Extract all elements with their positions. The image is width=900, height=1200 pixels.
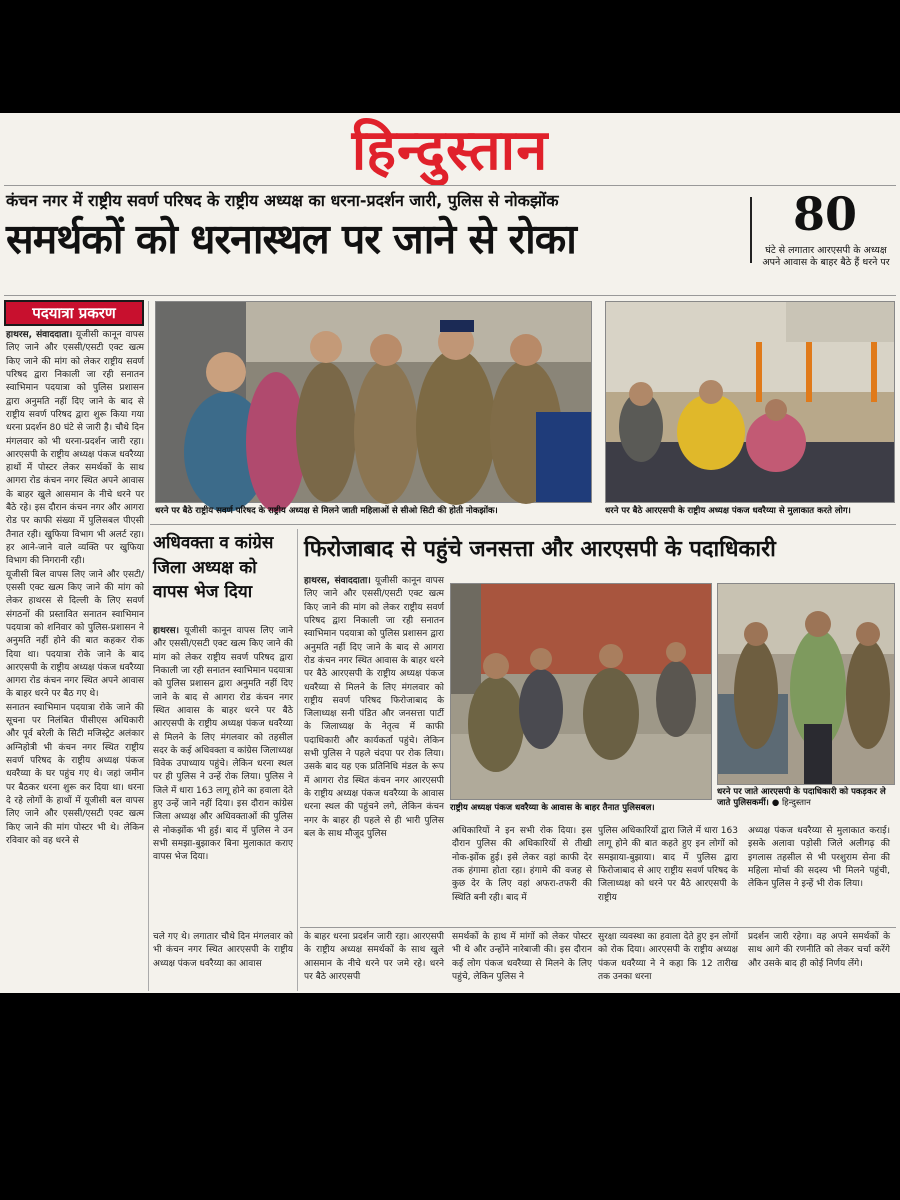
photo-caption-4-text: धरने पर जाते आरएसपी के पदाधिकारी को पकड़कर ले जाते पुलिसकर्मी। (717, 787, 886, 809)
masthead-rule (4, 185, 896, 186)
left-body-2: यूजीसी बिल वापस लिए जाने और एसटी/एससी एक्ट खत्म किए जाने की मांग को लेकर हाथरस से दिल्ली के लिए सवर्ण संगठनों की प्रस्तावित सनातन स्वाभिमान पदयात्रा को शनिवार को पुलिस-प्रशासन ने अनुमति नहीं होने की बात कहकर रोक दिया था। पदयात्रा रोके जाने के बाद आरएसपी के राष्ट्रीय अध्यक्ष पंकज धवरैय्या आगरा रोड कंचन नगर स्थित अपने आवास के बाहर धरने पर बैठ गए थे। (6, 569, 144, 700)
story-separator (297, 529, 298, 991)
photo-caption-2: धरने पर बैठे आरएसपी के राष्ट्रीय अध्यक्ष पंकज धवरैय्या से मुलाकात करते लोग। (605, 506, 851, 516)
story2-tail: चले गए थे। लगातार चौथे दिन मंगलवार को भी कंचन नगर स्थित आरएसपी के राष्ट्रीय अध्यक्ष पंकज धवरैय्या का आवास (153, 932, 293, 969)
story3-col2: अधिकारियों ने इन सभी रोक दिया। इस दौरान पुलिस की अधिकारियों से तीखी नोक-झोंक हुई। इसे लेकर वहां काफी देर तक हंगामा होता रहा। हंगामे की वजह से कुछ देर के लिए वहां अफरा-तफरी की स्थिति बनी रही। बाद में (452, 826, 592, 903)
story3-col3: पुलिस अधिकारियों द्वारा जिले में धारा 163 लागू होने की बात कहते हुए इन लोगों को समझाया-बुझाया। बाद में पुलिस द्वारा फिरोजाबाद से आए राष्ट्रीय सवर्ण परिषद के जिलाध्यक्ष को धरने पर बैठे आरएसपी के राष्ट्रीय (598, 826, 738, 903)
left-body: यूजीसी कानून वापस लिए जाने और एससी/एसटी एक्ट खत्म किए जाने की मांग को लेकर राष्ट्रीय सवर्ण परिषद द्वारा निकाली जा रही सनातन स्वाभिमान पदयात्रा को पुलिस प्रशासन द्वारा अनुमति नहीं दिए जाने के बाद से राष्ट्रीय सवर्ण परिषद द्वारा शुरू किया गया धरना प्रदर्शन 80 घंटे से जारी है। चौथे दिन मंगलवार को भी धरना-प्रदर्शन जारी रहा। आरएसपी के राष्ट्रीय अध्यक्ष पंकज धवरैय्या हाथों में पोस्टर लेकर समर्थकों के साथ आगरा रोड कंचन नगर स्थित अपने आवास के बाहर खुले आसमान के नीचे धरने पर बैठे रहे। इस दौरान कंचन नगर और आगरा रोड पर काफी संख्या में पुलिसबल पीएसी तैनात रही। खुफिया विभाग भी अलर्ट रहा। हर आने-जाने वाले व्यक्ति पर खुफिया विभाग की निगरानी रही। (6, 330, 144, 567)
masthead (0, 113, 900, 183)
kicker: कंचन नगर में राष्ट्रीय सवर्ण परिषद के राष्ट्रीय अध्यक्ष का धरना-प्रदर्शन जारी, पुलिस से नोकझोंक (6, 191, 559, 210)
headline-rule (4, 295, 896, 296)
story3-dateline: हाथरस, संवाददाता। (304, 576, 371, 586)
newspaper-page (0, 113, 900, 993)
stat-number: 80 (792, 187, 857, 241)
photo-caption-1: धरने पर बैठे राष्ट्रीय सवर्ण परिषद के राष्ट्रीय अध्यक्ष से मिलने जाती महिलाओं से सीओ सिटी की होती नोकझोंक। (155, 506, 498, 516)
photo-caption-4 (717, 787, 893, 817)
left-dateline: हाथरस, संवाददाता। (6, 330, 73, 340)
main-headline: समर्थकों को धरनास्थल पर जाने से रोका (6, 215, 576, 263)
story3-bottom4: प्रदर्शन जारी रहेगा। वह अपने समर्थकों के साथ आगे की रणनीति को लेकर चर्चा करेंगे और उसके बाद ही कोई निर्णय लेंगे। (748, 932, 890, 969)
stat-text: घंटे से लगातार आरएसपी के अध्यक्ष अपने आवास के बाहर बैठे हैं धरने पर (762, 245, 890, 268)
story2-dateline: हाथरस। (153, 626, 180, 636)
photo-protest-women (155, 301, 592, 503)
story3-text: यूजीसी कानून वापस लिए जाने और एससी/एसटी एक्ट खत्म किए जाने की मांग को लेकर राष्ट्रीय सवर्ण परिषद द्वारा निकाली जा रही सनातन स्वाभिमान पदयात्रा को पुलिस प्रशासन द्वारा अनुमति नहीं दिए जाने के बाद से आगरा रोड कंचन नगर स्थित आवास के बाहर धरने पर बैठे आरएसपी के राष्ट्रीय अध्यक्ष पंकज धवरैय्या से मिलने के लिए मंगलवार को राष्ट्रीय सवर्ण परिषद फिरोजाबाद के जिलाध्यक्ष सनी पंडित और जनसत्ता पार्टी के जिलाध्यक्ष के नेतृत्व में काफी पदाधिकारी और कार्यकर्ता पहुंचे। लेकिन सभी पुलिस ने पहले चंदपा पर रोक लिया। उसके बाद यह एक प्रतिनिधि मंडल के रूप में आगरा रोड स्थित कंचन नगर आरएसपी के राष्ट्रीय अध्यक्ष पंकज धवरैय्या के आवास धरना स्थल की पहुंचने लगे, लेकिन कंचन नगर के बाहर ही पहले से ही भारी पुलिस बल के साथ मौजूद पुलिस (304, 576, 444, 839)
photo-police-escort (717, 583, 895, 785)
photo-dharna-meeting (605, 301, 895, 503)
photo-dharna-meeting-image (606, 302, 894, 502)
story3-body (304, 575, 444, 925)
story2-heading: अधिवक्ता व कांग्रेस जिला अध्यक्ष को वापस भेज दिया (153, 533, 274, 603)
photo-protest-women-image (156, 302, 591, 502)
section-badge: पदयात्रा प्रकरण (4, 300, 144, 326)
story3-bottom1: के बाहर धरना प्रदर्शन जारी रहा। आरएसपी के राष्ट्रीय अध्यक्ष समर्थकों के साथ खुले आसमान के नीचे धरने पर जमे रहे। धरने पर बैठे आरएसपी (304, 932, 444, 982)
black-border-bottom (0, 993, 900, 1200)
photo-police-deployed (450, 583, 712, 800)
story2-body (153, 625, 293, 925)
left-body-3: सनातन स्वाभिमान पदयात्रा रोके जाने की सूचना पर निलंबित पीसीएस अधिकारी और पूर्व बरेली के सिटी मजिस्ट्रेट अलंकार अग्निहोत्री भी कंचन नगर स्थित राष्ट्रीय सवर्ण परिषद के राष्ट्रीय अध्यक्ष पंकज धवरैय्या के घर पहुंच गए थे। जहां जमीन पर बैठकर धरना शुरू कर दिया था। धरना दे रहे लोगों के हाथों में यूजीसी बल वापस लिए जाने और एससी/एसटी एक्ट खत्म किए जाने की मांग पोस्टर भी थे। लेकिन रविवार को वह धरने से (6, 702, 144, 846)
column-separator (148, 301, 149, 991)
story3-bottom3: सुरक्षा व्यवस्था का हवाला देते हुए इन लोगों को रोक दिया। आरएसपी के राष्ट्रीय अध्यक्ष पंकज धवरैय्या ने ने कहा कि 12 तारीख तक उनका धरना (598, 932, 738, 982)
stat-divider (750, 197, 752, 263)
photo-police-escort-image (718, 584, 894, 784)
story2-text: यूजीसी कानून वापस लिए जाने और एससी/एसटी एक्ट खत्म किए जाने की मांग को लेकर राष्ट्रीय सवर्ण परिषद द्वारा निकाली जा रही सनातन स्वाभिमान पदयात्रा को पुलिस प्रशासन द्वारा अनुमति नहीं दिए जाने के बाद से आगरा रोड कंचन नगर स्थित आवास के बाहर धरने पर बैठे आरएसपी के राष्ट्रीय अध्यक्ष पंकज धवरैय्या से मिलने के लिए मंगलवार को तहसील सदर के कई अधिवक्ता व कांग्रेस जिलाध्यक्ष विवेक उपाध्याय पहुंचे। लेकिन धरना स्थल पर ही पुलिस ने उन्हें रोक लिया। पुलिस ने जिले में धारा 163 लागू होने का हवाला देते हुए उन्हें जाने नहीं दिया। इस दौरान कांग्रेस जिला अध्यक्ष और अधिवक्ताओं की पुलिस से नोकझोंक भी हुई। बाद में पुलिस ने उन सभी समझा-बुझाकर बिना मुलाकात कराए वापस भेज दिया। (153, 626, 293, 863)
photo-credit: ● हिन्दुस्तान (771, 798, 811, 809)
masthead-title: हिन्दुस्तान (351, 117, 549, 183)
left-column (6, 329, 144, 846)
photo-caption-3: राष्ट्रीय अध्यक्ष पंकज धवरैय्या के आवास के बाहर तैनात पुलिसबल। (450, 803, 655, 813)
photo-rule (150, 524, 896, 525)
story3-col4: अध्यक्ष पंकज धवरैय्या से मुलाकात कराई। इसके अलावा पड़ोसी जिले अलीगढ़ की इगलास तहसील से भी परशुराम सेना की महिला मोर्चा की सदस्य भी मिलने पहुंची, लेकिन पुलिस ने इन्हें भी रोक लिया। (748, 826, 890, 890)
photo-police-deployed-image (451, 584, 711, 799)
bottom-rule (300, 927, 896, 928)
story3-bottom2: समर्थकों के हाथ में मांगों को लेकर पोस्टर भी थे और उन्होंने नारेबाजी की। इस दौरान कई लोग पंकज धवरैय्या से मिलने के लिए पहुंचे, लेकिन पुलिस ने (452, 932, 592, 982)
story3-heading: फिरोजाबाद से पहुंचे जनसत्ता और आरएसपी के पदाधिकारी (304, 537, 776, 562)
